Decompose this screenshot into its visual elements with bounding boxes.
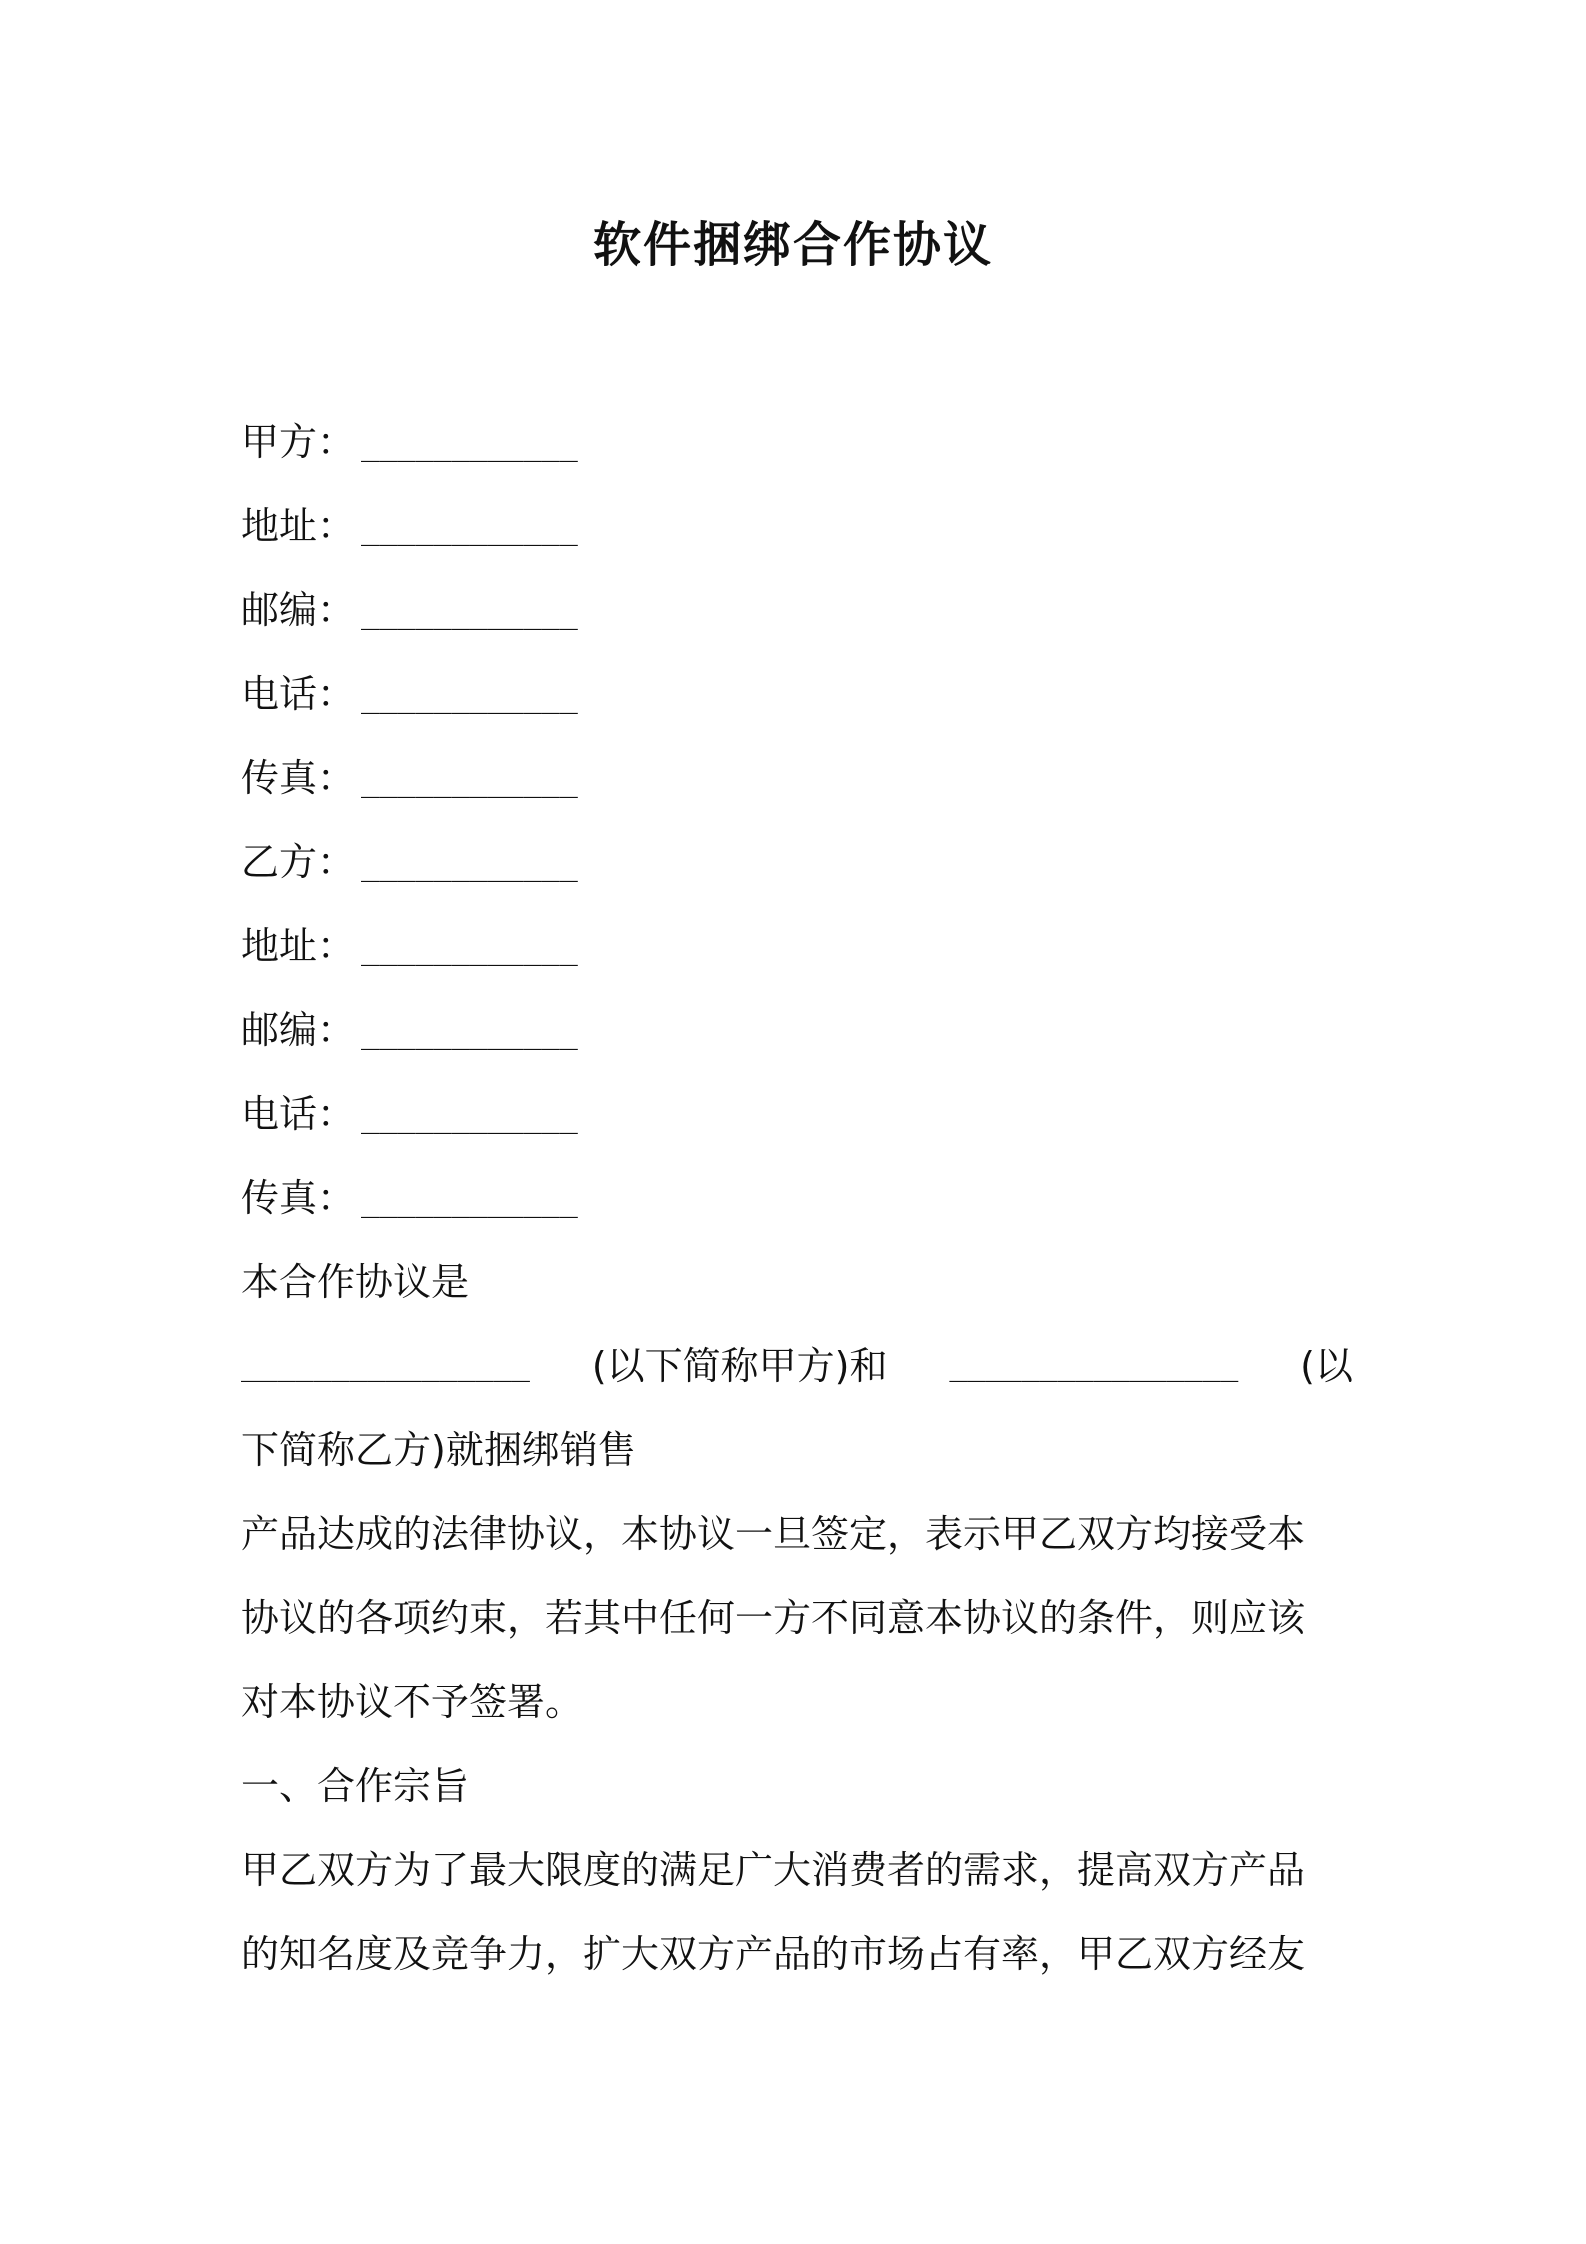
field-label: 传真： [241,756,356,800]
party-b-phone-field [241,1072,1353,1156]
party-a-postcode-field [241,568,1353,652]
document-title: 软件捆绑合作协议 [592,217,993,273]
fill-in-blank: ____________ [361,428,578,463]
field-label: 传真： [241,1176,356,1220]
party-b-fax-field [241,1156,1353,1240]
fill-in-blank: ____________ [361,680,578,715]
party-a-block [241,400,1353,820]
paragraph-line: 产品达成的法律协议，本协议一旦签定，表示甲乙双方均接受本 [241,1512,1306,1556]
fill-in-blank: ____________ [361,764,578,799]
field-label: 邮编： [241,588,356,632]
fill-in-blank: ____________ [361,1100,578,1135]
field-label: 甲方： [241,420,356,464]
fill-in-blank: ____________ [361,1184,578,1219]
field-label: 乙方： [241,840,356,884]
field-label: 地址： [241,924,356,968]
fill-in-blank: ____________ [361,932,578,967]
party-a-address-field [241,484,1353,568]
paragraph-line: 对本协议不予签署。 [241,1680,584,1724]
party-b-name-field [241,820,1353,904]
party-a-name-field [241,400,1353,484]
fill-in-blank: ________________ [241,1348,530,1383]
party-b-block [241,820,1353,1240]
fill-in-blank: ________________ [949,1348,1239,1383]
fill-in-blank: ____________ [361,512,578,547]
party-b-postcode-field [241,988,1353,1072]
paragraph-line: 协议的各项约束，若其中任何一方不同意本协议的条件，则应该 [241,1596,1306,1640]
intro-paragraph [241,1240,1353,1744]
paragraph-text: (以 [1300,1344,1353,1388]
fill-in-blank: ____________ [361,596,578,631]
paragraph-line: 的知名度及竞争力，扩大双方产品的市场占有率，甲乙双方经友 [241,1932,1306,1976]
paragraph-line: 甲乙双方为了最大限度的满足广大消费者的需求，提高双方产品 [241,1848,1306,1892]
field-label: 邮编： [241,1008,356,1052]
party-a-phone-field [241,652,1353,736]
party-a-fax-field [241,736,1353,820]
section-1 [241,1744,1353,1996]
field-label: 地址： [241,504,356,548]
paragraph-line: 下简称乙方)就捆绑销售 [241,1428,636,1472]
paragraph-text: (以下简称甲方)和 [591,1344,888,1388]
field-label: 电话： [241,672,356,716]
party-b-address-field [241,904,1353,988]
paragraph-line-with-blanks [241,1324,1353,1408]
fill-in-blank: ____________ [361,848,578,883]
field-label: 电话： [241,1092,356,1136]
fill-in-blank: ____________ [361,1016,578,1051]
document-body [241,400,1353,1996]
section-heading: 一、合作宗旨 [241,1764,470,1808]
paragraph-line: 本合作协议是 [241,1260,470,1304]
